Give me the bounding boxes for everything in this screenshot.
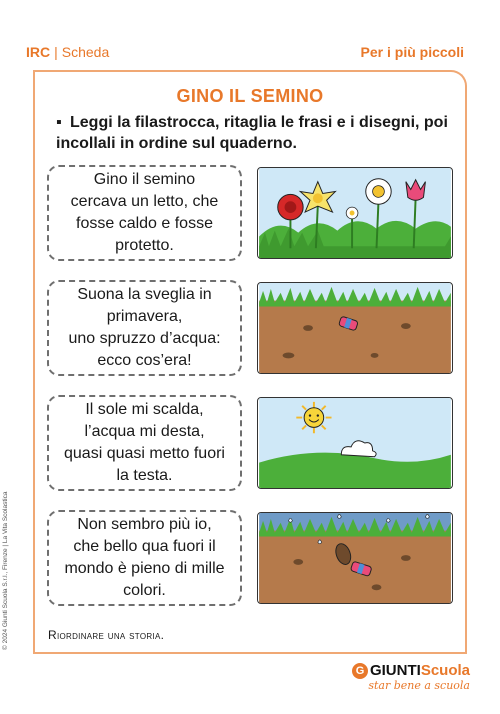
header-left: [26, 44, 109, 60]
instruction: [56, 112, 466, 154]
copyright-note: © 2024 Giunti Scuola S.r.l., Firenze | La Vita Scolastica: [2, 491, 9, 650]
seed-soil-illustration: [258, 283, 452, 373]
page-frame-bottom: [33, 652, 467, 654]
rhyme-card-text: Non sembro più io, che bello qua fuori il mondo è pieno di mille colori.: [64, 516, 225, 599]
worksheet-title: GINO IL SEMINO: [176, 86, 324, 106]
brand-g-icon: G: [352, 663, 368, 679]
rhyme-card-4: [47, 510, 242, 606]
brand-tagline: star bene a scuola: [368, 679, 470, 692]
subject-label: IRC: [26, 44, 51, 60]
flowers-illustration: [258, 168, 452, 258]
picture-seed-in-soil: [257, 282, 453, 374]
instruction-text: Leggi la filastrocca, ritaglia le frasi e i disegni, poi incollali in ordine sul quaderno.: [56, 114, 448, 152]
bullet-icon: ▪: [56, 114, 62, 131]
section-label: Scheda: [61, 44, 110, 60]
rhyme-card-text: Il sole mi scalda, l’acqua mi desta, quasi quasi metto fuori la testa.: [64, 401, 225, 484]
picture-flowers: [257, 167, 453, 259]
brand-logo: [352, 662, 470, 679]
publisher-brand: [352, 662, 470, 692]
picture-sprouting-seed-rain: [257, 512, 453, 604]
rhyme-card-text: Suona la sveglia in primavera, uno spruzzo d’acqua: ecco cos’era!: [68, 286, 221, 369]
caption: Riordinare una storia.: [48, 628, 165, 642]
header-separator: |: [54, 44, 58, 60]
rhyme-card-1: [47, 165, 242, 261]
rhyme-card-3: [47, 395, 242, 491]
audience-label: Per i più piccoli: [360, 44, 464, 60]
picture-sun-over-meadow: [257, 397, 453, 489]
brand-name-b: Scuola: [420, 662, 470, 679]
rhyme-card-2: [47, 280, 242, 376]
sprouting-seed-illustration: [258, 513, 452, 603]
brand-name-a: GIUNTI: [369, 662, 421, 679]
rhyme-card-text: Gino il semino cercava un letto, che fosse caldo e fosse protetto.: [70, 171, 219, 254]
page-frame-left: [33, 70, 35, 654]
sun-meadow-illustration: [258, 398, 452, 488]
